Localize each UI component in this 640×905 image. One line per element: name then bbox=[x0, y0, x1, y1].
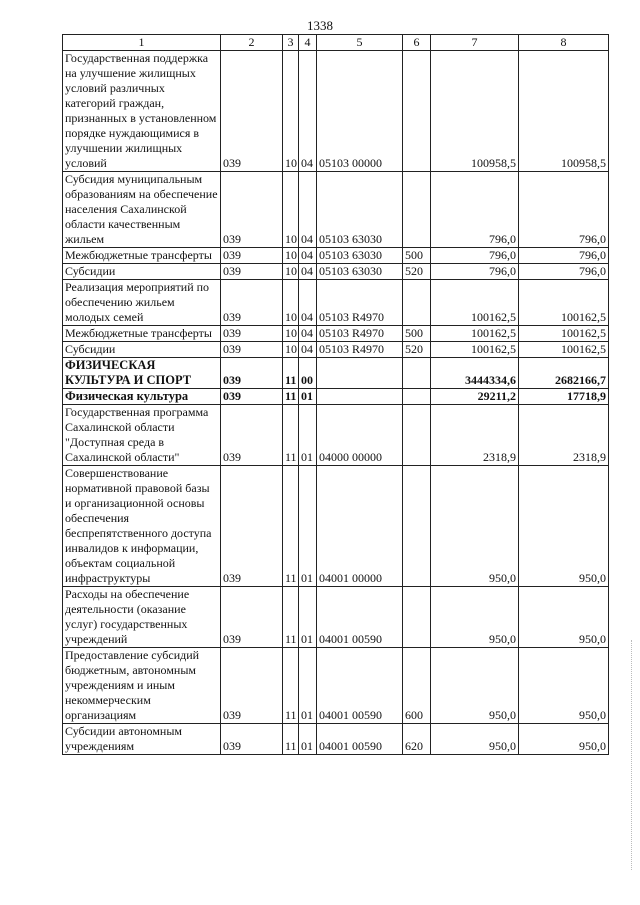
target-article-cell: 05103 R4970 bbox=[317, 326, 403, 342]
target-article-cell bbox=[317, 358, 403, 389]
amount-year2-cell: 796,0 bbox=[519, 172, 609, 248]
amount-year2-cell: 950,0 bbox=[519, 587, 609, 648]
expense-type-cell bbox=[403, 358, 431, 389]
expense-type-cell bbox=[403, 389, 431, 405]
section-cell: 11 bbox=[283, 405, 299, 466]
amount-year1-cell: 796,0 bbox=[431, 248, 519, 264]
amount-year2-cell: 17718,9 bbox=[519, 389, 609, 405]
row-name-cell: Государственная программа Сахалинской области "Доступная среда в Сахалинской области" bbox=[63, 405, 221, 466]
amount-year1-cell: 3444334,6 bbox=[431, 358, 519, 389]
row-code-cell: 039 bbox=[221, 172, 283, 248]
row-name-cell: Субсидии bbox=[63, 342, 221, 358]
target-article-cell: 05103 63030 bbox=[317, 248, 403, 264]
column-header: 2 bbox=[221, 35, 283, 51]
amount-year2-cell: 796,0 bbox=[519, 248, 609, 264]
row-code-cell: 039 bbox=[221, 342, 283, 358]
subsection-cell: 01 bbox=[299, 724, 317, 755]
table-row bbox=[63, 587, 609, 648]
amount-year2-cell: 950,0 bbox=[519, 724, 609, 755]
column-header: 5 bbox=[317, 35, 403, 51]
row-code-cell: 039 bbox=[221, 587, 283, 648]
subsection-cell: 04 bbox=[299, 248, 317, 264]
amount-year2-cell: 100162,5 bbox=[519, 280, 609, 326]
target-article-cell: 05103 63030 bbox=[317, 172, 403, 248]
amount-year2-cell: 2318,9 bbox=[519, 405, 609, 466]
section-cell: 11 bbox=[283, 466, 299, 587]
amount-year2-cell: 2682166,7 bbox=[519, 358, 609, 389]
amount-year1-cell: 100162,5 bbox=[431, 280, 519, 326]
table-row bbox=[63, 264, 609, 280]
amount-year1-cell: 29211,2 bbox=[431, 389, 519, 405]
row-name-cell: Государственная поддержка на улучшение жилищных условий различных категорий граждан, признанных в установленном порядке нуждающимися в улучшении жилищных условий bbox=[63, 51, 221, 172]
section-cell: 10 bbox=[283, 342, 299, 358]
amount-year1-cell: 950,0 bbox=[431, 648, 519, 724]
row-name-cell: Межбюджетные трансферты bbox=[63, 248, 221, 264]
subsection-cell: 01 bbox=[299, 587, 317, 648]
expense-type-cell: 600 bbox=[403, 648, 431, 724]
row-code-cell: 039 bbox=[221, 248, 283, 264]
target-article-cell: 04001 00590 bbox=[317, 587, 403, 648]
target-article-cell: 04001 00590 bbox=[317, 724, 403, 755]
row-name-cell: Субсидии bbox=[63, 264, 221, 280]
table-row bbox=[63, 466, 609, 587]
row-name-cell: Межбюджетные трансферты bbox=[63, 326, 221, 342]
section-cell: 10 bbox=[283, 264, 299, 280]
row-code-cell: 039 bbox=[221, 389, 283, 405]
subsection-cell: 04 bbox=[299, 280, 317, 326]
expense-type-cell bbox=[403, 172, 431, 248]
amount-year1-cell: 100958,5 bbox=[431, 51, 519, 172]
table-row bbox=[63, 648, 609, 724]
expense-type-cell bbox=[403, 587, 431, 648]
subsection-cell: 04 bbox=[299, 342, 317, 358]
column-header: 3 bbox=[283, 35, 299, 51]
row-code-cell: 039 bbox=[221, 466, 283, 587]
target-article-cell: 04001 00590 bbox=[317, 648, 403, 724]
subsection-cell: 04 bbox=[299, 51, 317, 172]
row-code-cell: 039 bbox=[221, 724, 283, 755]
row-code-cell: 039 bbox=[221, 358, 283, 389]
subsection-cell: 01 bbox=[299, 648, 317, 724]
amount-year1-cell: 950,0 bbox=[431, 724, 519, 755]
table-row bbox=[63, 405, 609, 466]
row-code-cell: 039 bbox=[221, 326, 283, 342]
amount-year2-cell: 100958,5 bbox=[519, 51, 609, 172]
amount-year1-cell: 2318,9 bbox=[431, 405, 519, 466]
row-code-cell: 039 bbox=[221, 280, 283, 326]
target-article-cell: 04001 00000 bbox=[317, 466, 403, 587]
column-header: 6 bbox=[403, 35, 431, 51]
expense-type-cell: 620 bbox=[403, 724, 431, 755]
row-code-cell: 039 bbox=[221, 405, 283, 466]
expense-type-cell bbox=[403, 466, 431, 587]
amount-year1-cell: 796,0 bbox=[431, 172, 519, 248]
column-header: 7 bbox=[431, 35, 519, 51]
column-header: 4 bbox=[299, 35, 317, 51]
amount-year2-cell: 100162,5 bbox=[519, 342, 609, 358]
amount-year1-cell: 796,0 bbox=[431, 264, 519, 280]
subsection-cell: 04 bbox=[299, 264, 317, 280]
amount-year1-cell: 100162,5 bbox=[431, 326, 519, 342]
header-row bbox=[63, 35, 609, 51]
row-name-cell: Субсидии автономным учреждениям bbox=[63, 724, 221, 755]
expense-type-cell bbox=[403, 51, 431, 172]
row-code-cell: 039 bbox=[221, 51, 283, 172]
expense-type-cell: 500 bbox=[403, 248, 431, 264]
section-cell: 10 bbox=[283, 51, 299, 172]
amount-year2-cell: 100162,5 bbox=[519, 326, 609, 342]
section-cell: 10 bbox=[283, 172, 299, 248]
table-row bbox=[63, 358, 609, 389]
table-row bbox=[63, 326, 609, 342]
table-row bbox=[63, 51, 609, 172]
amount-year2-cell: 950,0 bbox=[519, 466, 609, 587]
subsection-cell: 01 bbox=[299, 405, 317, 466]
budget-table bbox=[62, 34, 609, 755]
subsection-cell: 04 bbox=[299, 172, 317, 248]
expense-type-cell bbox=[403, 405, 431, 466]
column-header: 8 bbox=[519, 35, 609, 51]
amount-year2-cell: 950,0 bbox=[519, 648, 609, 724]
subsection-cell: 00 bbox=[299, 358, 317, 389]
subsection-cell: 01 bbox=[299, 389, 317, 405]
row-code-cell: 039 bbox=[221, 648, 283, 724]
table-row bbox=[63, 280, 609, 326]
section-cell: 10 bbox=[283, 280, 299, 326]
target-article-cell bbox=[317, 389, 403, 405]
table-row bbox=[63, 389, 609, 405]
table-row bbox=[63, 172, 609, 248]
row-code-cell: 039 bbox=[221, 264, 283, 280]
target-article-cell: 05103 00000 bbox=[317, 51, 403, 172]
row-name-cell: Физическая культура bbox=[63, 389, 221, 405]
expense-type-cell bbox=[403, 280, 431, 326]
section-cell: 10 bbox=[283, 248, 299, 264]
row-name-cell: Совершенствование нормативной правовой базы и организационной основы обеспечения беспрепятственного доступа инвалидов к информации, объектам социальной инфраструктуры bbox=[63, 466, 221, 587]
subsection-cell: 04 bbox=[299, 326, 317, 342]
section-cell: 11 bbox=[283, 389, 299, 405]
section-cell: 11 bbox=[283, 587, 299, 648]
row-name-cell: Расходы на обеспечение деятельности (оказание услуг) государственных учреждений bbox=[63, 587, 221, 648]
table-row bbox=[63, 248, 609, 264]
table-body bbox=[63, 35, 609, 755]
target-article-cell: 05103 R4970 bbox=[317, 280, 403, 326]
section-cell: 11 bbox=[283, 358, 299, 389]
target-article-cell: 05103 R4970 bbox=[317, 342, 403, 358]
amount-year1-cell: 950,0 bbox=[431, 466, 519, 587]
amount-year1-cell: 950,0 bbox=[431, 587, 519, 648]
table-row bbox=[63, 342, 609, 358]
amount-year2-cell: 796,0 bbox=[519, 264, 609, 280]
row-name-cell: Субсидия муниципальным образованиям на обеспечение населения Сахалинской области качественным жильем bbox=[63, 172, 221, 248]
section-cell: 11 bbox=[283, 724, 299, 755]
scan-edge-marks bbox=[631, 640, 638, 870]
expense-type-cell: 520 bbox=[403, 264, 431, 280]
section-cell: 10 bbox=[283, 326, 299, 342]
expense-type-cell: 500 bbox=[403, 326, 431, 342]
row-name-cell: Предоставление субсидий бюджетным, автономным учреждениям и иным некоммерческим организациям bbox=[63, 648, 221, 724]
amount-year1-cell: 100162,5 bbox=[431, 342, 519, 358]
page-number: 1338 bbox=[307, 18, 333, 33]
row-name-cell: Реализация мероприятий по обеспечению жильем молодых семей bbox=[63, 280, 221, 326]
section-cell: 11 bbox=[283, 648, 299, 724]
target-article-cell: 04000 00000 bbox=[317, 405, 403, 466]
target-article-cell: 05103 63030 bbox=[317, 264, 403, 280]
subsection-cell: 01 bbox=[299, 466, 317, 587]
row-name-cell: ФИЗИЧЕСКАЯ КУЛЬТУРА И СПОРТ bbox=[63, 358, 221, 389]
column-header: 1 bbox=[63, 35, 221, 51]
table-row bbox=[63, 724, 609, 755]
expense-type-cell: 520 bbox=[403, 342, 431, 358]
